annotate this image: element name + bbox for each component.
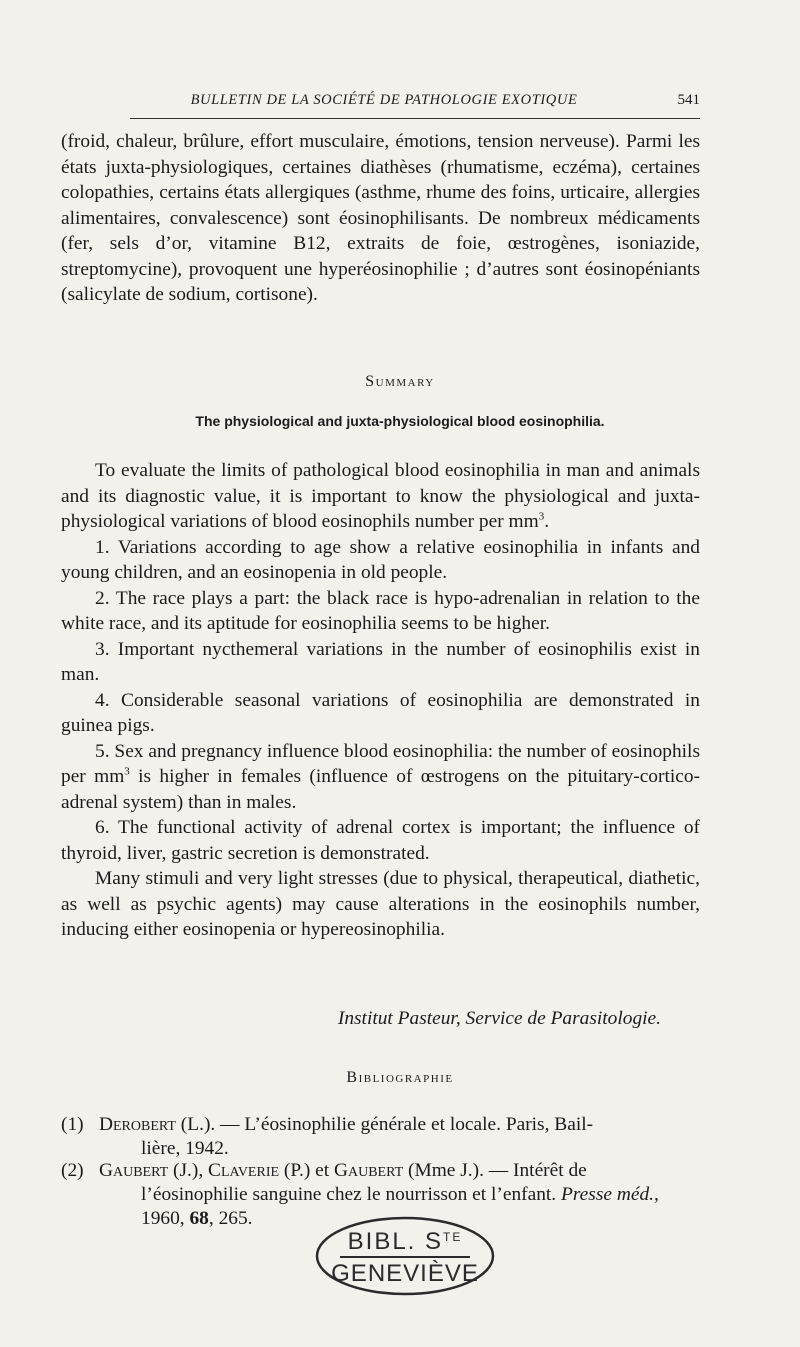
header-rule [130,118,700,119]
stamp-line-1-main: BIBL. S [347,1228,444,1255]
library-stamp [312,1213,498,1297]
summary-point-5-sup: 3 [124,765,130,778]
summary-point-2: 2. The race plays a part: the black race is hypo-adrenalian in relation to the white race, and its aptitude for eosinophilia seems to be higher. [61,587,700,634]
summary-point-1: 1. Variations according to age show a relative eosinophilia in infants and young children, and an eosinopenia in old people. [61,536,700,583]
reference-2-line2-a: l’éosinophilie sanguine chez le nourrisson et l’enfant. [141,1184,562,1205]
reference-2-line1-rest: (Mme J.). — Intérêt de [403,1160,587,1181]
summary-point-4: 4. Considerable seasonal variations of eosinophilia are demonstrated in guinea pigs. [61,689,700,736]
summary-point-5-a: 5. Sex and pregnancy influence blood eosinophilia: the number of eosinophils per mm [61,740,700,787]
reference-1-text [99,1113,700,1161]
reference-2-mid-b: (P.) et [279,1160,334,1181]
stamp-line-1 [348,1228,463,1255]
reference-2-line3-b: , 265. [208,1208,253,1229]
summary-intro-text: To evaluate the limits of pathological blood eosinophilia in man and animals and its diagnostic value, it is important to know the physiological and juxta-physiological variations of blood eosinophils number per mm [61,460,700,532]
reference-1-line1: — L’éosinophilie générale et locale. Paris, Bail- [215,1114,594,1135]
intro-paragraph: (froid, chaleur, brûlure, effort musculaire, émotions, tension nerveuse). Parmi les états juxta-physiologiques, certaines diathèses (rhumatisme, eczéma), certaines colopathies, certains états allergiques (asthme, rhume des foins, urticaire, allergies alimentaires, convalescence) sont éosinophilisants. De nombreux médicaments (fer, sels d’or, vitamine B12, extraits de foie, œstrogènes, isoniazide, streptomycine), provoquent une hyperéosinophilie ; d’autres sont éosinopéniants (salicylate de sodium, cortisone). [61,131,700,305]
page-number: 541 [677,92,700,108]
summary-point-5-b: is higher in females (influence of œstrogens on the pituitary-cortico-adrenal system) than in males. [61,766,700,813]
summary-point-5 [61,739,700,816]
summary-point-3: 3. Important nycthemeral variations in the number of eosinophilis exist in man. [61,638,700,685]
summary-point-6: 6. The functional activity of adrenal cortex is important; the influence of thyroid, liver, gastric secretion is demonstrated. [61,817,700,864]
reference-2-author-3: Gaubert [333,1160,404,1181]
reference-2-author-1: Gaubert [99,1160,169,1181]
reference-2-line2-b: , [654,1184,659,1205]
reference-1-number: (1) [61,1114,84,1135]
running-header [140,92,700,116]
summary-intro [61,458,700,535]
affiliation: Institut Pasteur, Service de Parasitologie. [337,1008,661,1029]
intro-paragraph-block [61,129,700,308]
reference-1-authors: Derobert (L.). [99,1114,216,1135]
stamp-line-1-suffix: TE [443,1230,463,1244]
summary-subtitle: The physiological and juxta-physiological blood eosinophilia. [195,413,605,429]
reference-1 [61,1113,700,1161]
summary-intro-sup: 3 [538,510,545,523]
stamp-line-2: GENEVIÈVE [331,1260,479,1287]
reference-1-line2: lière, 1942. [141,1138,229,1159]
summary-body [61,458,700,943]
reference-2-mid-a: (J.), [168,1160,209,1181]
reference-2-number: (2) [61,1160,84,1181]
summary-heading: Summary [365,373,435,390]
summary-intro-end: . [544,511,550,532]
reference-2-volume: 68 [189,1208,209,1229]
reference-2-line3-a: 1960, [141,1208,190,1229]
reference-2-journal: Presse méd. [561,1184,654,1205]
reference-2-author-2: Claverie [208,1160,280,1181]
reference-2-line2 [99,1183,700,1207]
running-title: BULLETIN DE LA SOCIÉTÉ DE PATHOLOGIE EXOTIQUE [190,92,578,108]
summary-closing: Many stimuli and very light stresses (due to physical, therapeutical, diathetic, as well as psychic agents) may cause alterations in the eosinophils number, inducing either eosinopenia or hypereosinophilia. [61,868,700,940]
bibliography-heading: Bibliographie [346,1069,454,1086]
